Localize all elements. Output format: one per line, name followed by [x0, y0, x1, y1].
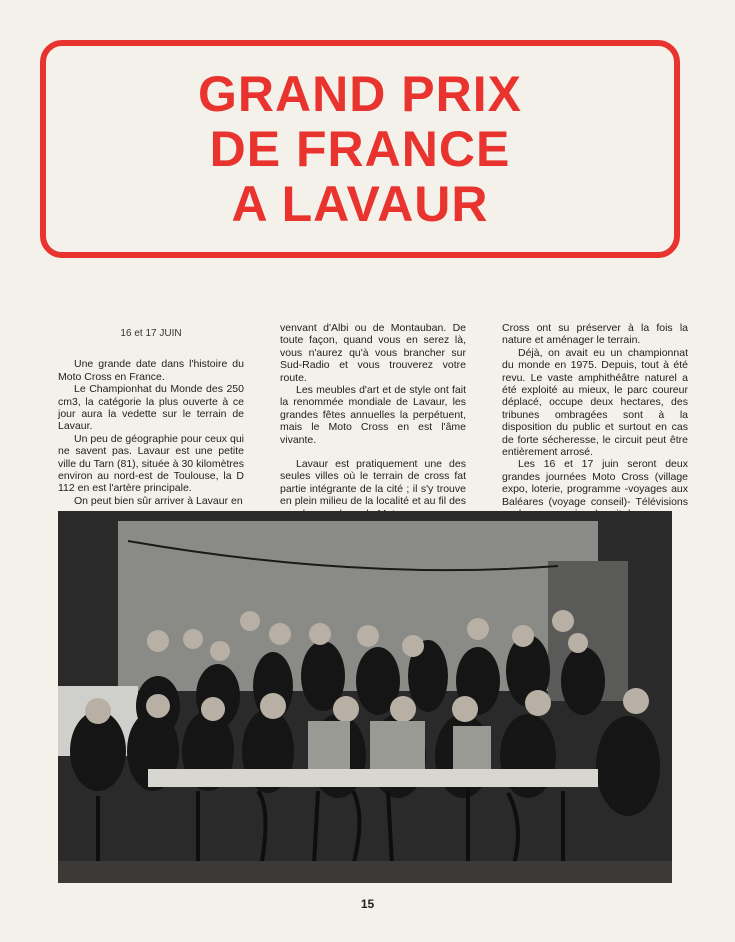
column-2	[280, 322, 466, 521]
paragraph: Une grande date dans l'histoire du Moto Cross en France.	[58, 358, 244, 383]
group-photo-illustration	[58, 511, 672, 883]
headline-line-1: GRAND PRIX	[198, 65, 522, 122]
paragraph: Cross ont su préserver à la fois la nature et aménager le terrain.	[502, 322, 688, 347]
paragraph: Lavaur est pratiquement une des seules villes où le terrain de cross fat partie intégrante de la cité ; il s'y trouve en plein milieu de la localité et au fil des	[280, 458, 466, 508]
article-body	[58, 322, 688, 521]
paragraph: Les 16 et 17 juin seront deux grandes journées Moto Cross (village expo, loterie, programme -voyages aux Baléares (voyage conseil)- Télévisions	[502, 458, 688, 508]
column-3	[502, 322, 688, 521]
headline-line-3: A LAVAUR	[231, 175, 489, 232]
headline-line-2: DE FRANCE	[209, 120, 511, 177]
paragraph: Déjà, on avait eu un championnat du monde en 1975. Depuis, tout à été revu. Le vaste amphithéâtre naturel a été exploité au mieux, le parc coureur déplacé, occupe deux hectares, des tribunes ombragées sont à la disposition du public et surtout en cas de forte sécheresse, le circuit peut être entièrement arrosé.	[502, 346, 688, 459]
paragraph: On peut bien sûr arriver à Lavaur en	[74, 494, 243, 507]
paragraph: Un peu de géographie pour ceux qui ne savent pas. Lavaur est une petite ville du Tarn (81), située à 30 kilomètres environ au nord-est de Toulouse, la D 112 en est l'artère principale.	[58, 432, 244, 495]
column-1	[58, 322, 244, 521]
event-date: 16 et 17 JUIN	[120, 328, 182, 339]
page-number: 15	[360, 897, 375, 911]
paragraph: Le Championhat du Monde des 250 cm3, la catégorie la plus ouverte à ce jour aura la vedette sur le terrain de Lavaur.	[58, 383, 244, 433]
paragraph: Les meubles d'art et de style ont fait la renommée mondiale de Lavaur, les grandes fêtes annuelles la perpétuent, mais le Moto Cross en est l'âme vivante.	[280, 384, 466, 446]
paragraph: venvant d'Albi ou de Montauban. De toute façon, quand vous en serez là, vous n'aurez qu'à vous brancher sur Sud-Radio et vous trouverez votre route.	[280, 322, 466, 384]
title-frame	[40, 40, 680, 258]
group-photo	[58, 511, 672, 883]
